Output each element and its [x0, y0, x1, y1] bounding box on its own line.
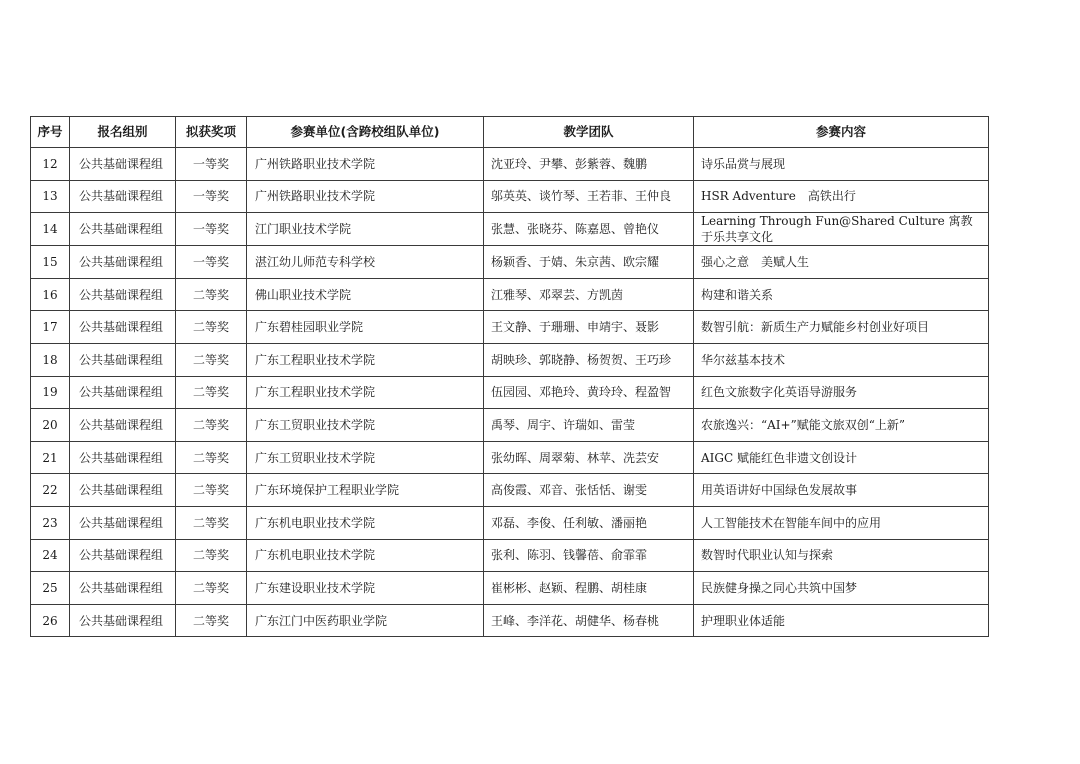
row-content: 数智时代职业认知与探索 — [694, 539, 989, 572]
row-unit: 江门职业技术学院 — [247, 213, 484, 246]
row-team: 江雅琴、邓翠芸、方凯茵 — [484, 278, 694, 311]
row-index: 25 — [31, 572, 70, 605]
row-group: 公共基础课程组 — [70, 572, 176, 605]
table-row — [31, 148, 989, 181]
row-content: 民族健身操之同心共筑中国梦 — [694, 572, 989, 605]
row-content: HSR Adventure 高铁出行 — [694, 180, 989, 213]
row-unit: 广东碧桂园职业学院 — [247, 311, 484, 344]
row-content: 诗乐品赏与展现 — [694, 148, 989, 181]
table-row — [31, 180, 989, 213]
table-row — [31, 278, 989, 311]
row-award: 二等奖 — [176, 441, 247, 474]
row-unit: 广东建设职业技术学院 — [247, 572, 484, 605]
row-index: 21 — [31, 441, 70, 474]
table-row — [31, 311, 989, 344]
row-index: 14 — [31, 213, 70, 246]
table-row — [31, 246, 989, 279]
table-row — [31, 474, 989, 507]
row-index: 18 — [31, 343, 70, 376]
row-award: 二等奖 — [176, 572, 247, 605]
row-award: 二等奖 — [176, 376, 247, 409]
row-award: 二等奖 — [176, 409, 247, 442]
row-index: 13 — [31, 180, 70, 213]
row-award: 二等奖 — [176, 539, 247, 572]
row-team: 沈亚玲、尹攀、彭紫蓉、魏鹏 — [484, 148, 694, 181]
table-row — [31, 506, 989, 539]
table-row — [31, 343, 989, 376]
row-team: 王峰、李洋花、胡健华、杨春桃 — [484, 604, 694, 637]
row-award: 一等奖 — [176, 246, 247, 279]
row-index: 26 — [31, 604, 70, 637]
row-team: 王文静、于珊珊、申靖宇、聂影 — [484, 311, 694, 344]
row-unit: 湛江幼儿师范专科学校 — [247, 246, 484, 279]
row-group: 公共基础课程组 — [70, 311, 176, 344]
row-award: 二等奖 — [176, 604, 247, 637]
row-index: 23 — [31, 506, 70, 539]
row-award: 二等奖 — [176, 311, 247, 344]
row-team: 高俊霞、邓音、张恬恬、谢雯 — [484, 474, 694, 507]
row-index: 15 — [31, 246, 70, 279]
row-award: 二等奖 — [176, 343, 247, 376]
row-group: 公共基础课程组 — [70, 246, 176, 279]
table-row — [31, 539, 989, 572]
row-team: 邬英英、谈竹琴、王若菲、王仲良 — [484, 180, 694, 213]
row-index: 19 — [31, 376, 70, 409]
row-content: 人工智能技术在智能车间中的应用 — [694, 506, 989, 539]
table-body — [31, 148, 989, 637]
row-unit: 广东机电职业技术学院 — [247, 539, 484, 572]
row-team: 张慧、张晓芬、陈嘉恩、曾艳仪 — [484, 213, 694, 246]
document-page — [30, 116, 988, 637]
header-award: 拟获奖项 — [176, 117, 247, 148]
row-index: 24 — [31, 539, 70, 572]
row-group: 公共基础课程组 — [70, 148, 176, 181]
row-group: 公共基础课程组 — [70, 409, 176, 442]
row-award: 一等奖 — [176, 180, 247, 213]
row-content: 农旅逸兴：“AI+”赋能文旅双创“上新” — [694, 409, 989, 442]
row-unit: 广东工程职业技术学院 — [247, 376, 484, 409]
table-row — [31, 409, 989, 442]
row-group: 公共基础课程组 — [70, 376, 176, 409]
row-award: 二等奖 — [176, 278, 247, 311]
row-content: 构建和谐关系 — [694, 278, 989, 311]
row-group: 公共基础课程组 — [70, 506, 176, 539]
row-index: 12 — [31, 148, 70, 181]
row-index: 20 — [31, 409, 70, 442]
row-team: 胡映珍、郭晓静、杨贺贺、王巧珍 — [484, 343, 694, 376]
row-content: 数智引航：新质生产力赋能乡村创业好项目 — [694, 311, 989, 344]
row-unit: 佛山职业技术学院 — [247, 278, 484, 311]
row-content: AIGC 赋能红色非遗文创设计 — [694, 441, 989, 474]
row-unit: 广州铁路职业技术学院 — [247, 148, 484, 181]
row-content: 护理职业体适能 — [694, 604, 989, 637]
row-content: 用英语讲好中国绿色发展故事 — [694, 474, 989, 507]
row-content: 强心之意 美赋人生 — [694, 246, 989, 279]
row-team: 邓磊、李俊、任利敏、潘丽艳 — [484, 506, 694, 539]
row-award: 一等奖 — [176, 213, 247, 246]
awards-table — [30, 116, 989, 637]
row-team: 张利、陈羽、钱馨蓓、俞霏霏 — [484, 539, 694, 572]
row-content: 华尔兹基本技术 — [694, 343, 989, 376]
row-unit: 广东工程职业技术学院 — [247, 343, 484, 376]
table-header-row — [31, 117, 989, 148]
row-group: 公共基础课程组 — [70, 604, 176, 637]
row-team: 张幼晖、周翠菊、林苹、冼芸安 — [484, 441, 694, 474]
row-content: Learning Through Fun@Shared Culture 寓教于乐共享文化 — [694, 213, 989, 246]
row-index: 22 — [31, 474, 70, 507]
row-award: 二等奖 — [176, 474, 247, 507]
row-unit: 广东环境保护工程职业学院 — [247, 474, 484, 507]
table-row — [31, 604, 989, 637]
header-team: 教学团队 — [484, 117, 694, 148]
row-unit: 广东机电职业技术学院 — [247, 506, 484, 539]
row-unit: 广东工贸职业技术学院 — [247, 441, 484, 474]
row-unit: 广州铁路职业技术学院 — [247, 180, 484, 213]
header-index: 序号 — [31, 117, 70, 148]
row-index: 17 — [31, 311, 70, 344]
table-row — [31, 376, 989, 409]
row-award: 一等奖 — [176, 148, 247, 181]
row-group: 公共基础课程组 — [70, 539, 176, 572]
table-row — [31, 213, 989, 246]
row-group: 公共基础课程组 — [70, 278, 176, 311]
row-team: 禹琴、周宇、许瑞如、雷莹 — [484, 409, 694, 442]
row-unit: 广东工贸职业技术学院 — [247, 409, 484, 442]
row-group: 公共基础课程组 — [70, 343, 176, 376]
row-index: 16 — [31, 278, 70, 311]
header-content: 参赛内容 — [694, 117, 989, 148]
row-group: 公共基础课程组 — [70, 441, 176, 474]
header-unit: 参赛单位(含跨校组队单位) — [247, 117, 484, 148]
row-team: 伍园园、邓艳玲、黄玲玲、程盈智 — [484, 376, 694, 409]
row-team: 崔彬彬、赵颖、程鹏、胡桂康 — [484, 572, 694, 605]
row-award: 二等奖 — [176, 506, 247, 539]
row-group: 公共基础课程组 — [70, 180, 176, 213]
header-group: 报名组别 — [70, 117, 176, 148]
row-group: 公共基础课程组 — [70, 474, 176, 507]
table-row — [31, 572, 989, 605]
row-team: 杨颖香、于婧、朱京茜、欧宗耀 — [484, 246, 694, 279]
row-content: 红色文旅数字化英语导游服务 — [694, 376, 989, 409]
row-unit: 广东江门中医药职业学院 — [247, 604, 484, 637]
row-group: 公共基础课程组 — [70, 213, 176, 246]
table-row — [31, 441, 989, 474]
